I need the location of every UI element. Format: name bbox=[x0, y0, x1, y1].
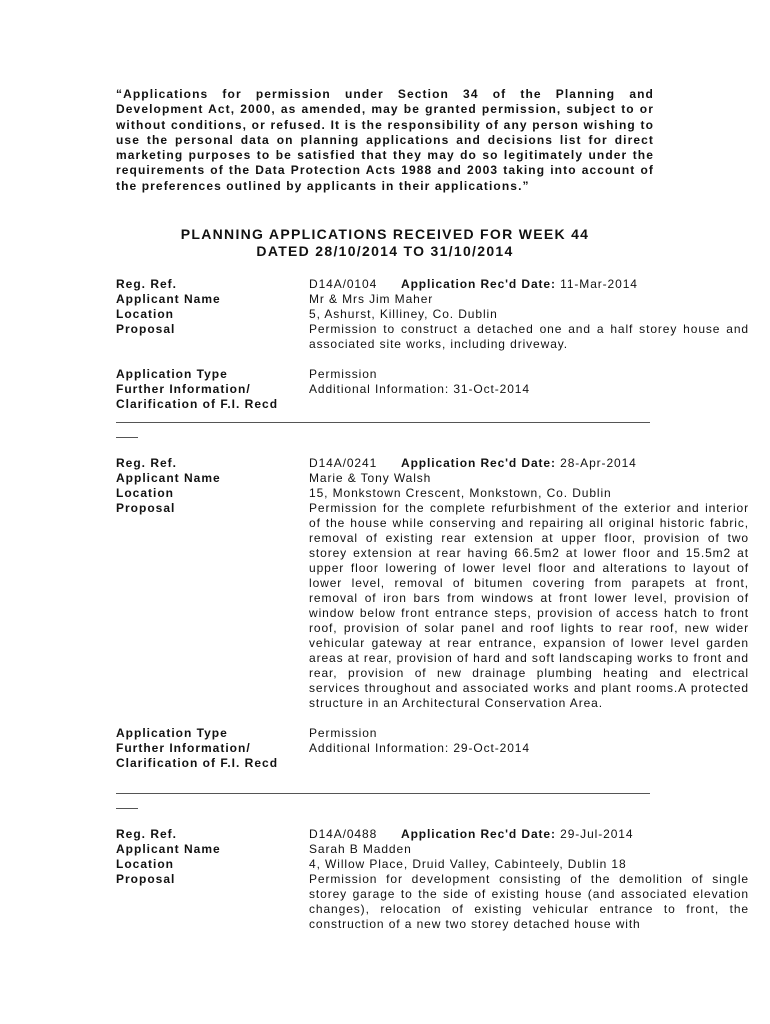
applicant-value: Mr & Mrs Jim Maher bbox=[309, 292, 434, 306]
recd-date-value: 28-Apr-2014 bbox=[560, 456, 637, 470]
app-type-value: Permission bbox=[309, 726, 378, 740]
reg-ref-label: Reg. Ref. bbox=[116, 456, 178, 470]
proposal-value: Permission to construct a detached one and a half storey house and associated site works, including driveway. bbox=[309, 322, 749, 351]
recd-date-label: Application Rec'd Date: bbox=[401, 456, 556, 470]
app-type-label: Application Type bbox=[116, 726, 228, 740]
separator-rule bbox=[116, 786, 650, 809]
fi-label: Further Information/ bbox=[116, 741, 251, 755]
applicant-value: Sarah B Madden bbox=[309, 842, 412, 856]
fi-label-2: Clarification of F.I. Recd bbox=[116, 756, 279, 770]
proposal-value: Permission for development consisting of the demolition of single storey garage to the side of existing house (and associated elevation changes), relocation of existing vehicular entrance to front, the construction of a new two storey detached house with bbox=[309, 872, 749, 931]
location-label: Location bbox=[116, 486, 174, 500]
location-label: Location bbox=[116, 857, 174, 871]
recd-date-label: Application Rec'd Date: bbox=[401, 827, 556, 841]
recd-date-value: 11-Mar-2014 bbox=[560, 277, 638, 291]
fi-value: Additional Information: 31-Oct-2014 bbox=[309, 382, 530, 396]
applicant-label: Applicant Name bbox=[116, 471, 221, 485]
proposal-label: Proposal bbox=[116, 872, 176, 886]
location-value: 15, Monkstown Crescent, Monkstown, Co. Dublin bbox=[309, 486, 612, 500]
location-label: Location bbox=[116, 307, 174, 321]
application-record-1 bbox=[116, 277, 752, 412]
title-line-1: PLANNING APPLICATIONS RECEIVED FOR WEEK 44 bbox=[180, 226, 590, 242]
applicant-value: Marie & Tony Walsh bbox=[309, 471, 432, 485]
proposal-value: Permission for the complete refurbishment of the exterior and interior of the house while conserving and repairing all original historic fabric, removal of existing rear extension at upper floor, provision of two storey extension at rear having 66.5m2 at lower floor and 15.5m2 at upper floor lowering of lower level floor and alterations to layout of lower level, removal of bitumen covering from parapets at front, removal of iron bars from windows at front lower level, provision of window below front entrance steps, provision of access hatch to front roof, provision of solar panel and roof lights to rear roof, new wider vehicular gateway at rear entrance, expansion of lower level garden areas at rear, provision of hard and soft landscaping works to front and rear, provision of new drainage plumbing heating and electrical services throughout and associated works and plant rooms.A protected structure in an Architectural Conservation Area. bbox=[309, 501, 749, 710]
recd-date-value: 29-Jul-2014 bbox=[560, 827, 634, 841]
recd-date-label: Application Rec'd Date: bbox=[401, 277, 556, 291]
reg-ref-label: Reg. Ref. bbox=[116, 827, 178, 841]
page-title bbox=[116, 226, 654, 260]
reg-ref-value: D14A/0241 bbox=[309, 456, 378, 470]
applicant-label: Applicant Name bbox=[116, 292, 221, 306]
applicant-label: Applicant Name bbox=[116, 842, 221, 856]
app-type-label: Application Type bbox=[116, 367, 228, 381]
fi-value: Additional Information: 29-Oct-2014 bbox=[309, 741, 530, 755]
title-line-2: DATED 28/10/2014 TO 31/10/2014 bbox=[256, 243, 514, 259]
proposal-label: Proposal bbox=[116, 322, 176, 336]
reg-ref-value: D14A/0488 bbox=[309, 827, 378, 841]
separator-rule bbox=[116, 415, 650, 438]
fi-label: Further Information/ bbox=[116, 382, 251, 396]
fi-label-2: Clarification of F.I. Recd bbox=[116, 397, 279, 411]
disclaimer-paragraph: “Applications for permission under Section 34 of the Planning and Development Act, 2000, as amended, may be granted permission, subject to or without conditions, or refused. It is the responsibility of any person wishing to use the personal data on planning applications and decisions list for direct marketing purposes to be satisfied that they may do so legitimately under the requirements of the Data Protection Acts 1988 and 2003 taking into account of the preferences outlined by applicants in their applications.” bbox=[116, 87, 654, 193]
proposal-label: Proposal bbox=[116, 501, 176, 515]
application-record-2 bbox=[116, 456, 752, 771]
location-value: 4, Willow Place, Druid Valley, Cabinteely, Dublin 18 bbox=[309, 857, 627, 871]
app-type-value: Permission bbox=[309, 367, 378, 381]
application-record-3 bbox=[116, 827, 752, 932]
location-value: 5, Ashurst, Killiney, Co. Dublin bbox=[309, 307, 498, 321]
reg-ref-value: D14A/0104 bbox=[309, 277, 378, 291]
reg-ref-label: Reg. Ref. bbox=[116, 277, 178, 291]
